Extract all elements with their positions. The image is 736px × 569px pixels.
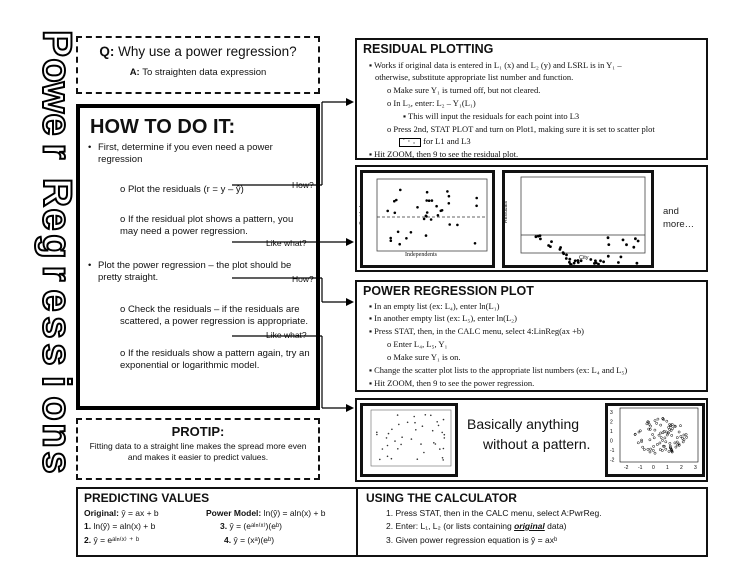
scatter-dot	[535, 235, 538, 238]
protip-body: Fitting data to a straight line makes the spread more even and makes it easier to predict values.	[89, 441, 307, 462]
tag-how-2: How?	[292, 274, 314, 284]
residual-plot-2-svg	[502, 173, 651, 265]
side-title-letter: s	[34, 451, 79, 474]
power-model-line: Power Model: ln(ŷ) = aln(x) + b	[206, 508, 326, 518]
arrow-head-2	[346, 238, 354, 246]
scatter-plot-3	[360, 403, 458, 477]
scatter-dot	[547, 244, 550, 247]
scatter-dot	[436, 421, 438, 423]
scatter-dot	[391, 458, 393, 460]
scatter-dot	[443, 448, 445, 450]
scatter-dot	[426, 211, 429, 214]
scatter-dot	[649, 439, 651, 441]
scatter-dot	[648, 428, 650, 430]
tag-like-2: Like what?	[266, 330, 307, 340]
scatter-dot	[394, 212, 397, 215]
residual-s3: ▪ This will input the residuals for each point into L3	[403, 111, 580, 121]
how-step-1a: o Plot the residuals (r = y – ŷ)	[120, 184, 244, 195]
orig-step-1: 1. ln(ŷ) = aln(x) + b	[84, 521, 156, 531]
scatter-dot	[407, 422, 409, 424]
scatter-dot	[622, 239, 625, 242]
plot4-ytick: -2	[610, 457, 615, 464]
side-title-letter: s	[34, 343, 79, 366]
scatter-dot	[652, 449, 654, 451]
scatter-dot	[620, 256, 623, 259]
calc-step-1: 1. Press STAT, then in the CALC menu, select A:PwrReg.	[386, 508, 602, 518]
scatter-dot	[607, 255, 610, 258]
scatter-dot	[398, 243, 401, 246]
scatter-dot	[431, 199, 434, 202]
scatter-dot	[602, 260, 605, 263]
plot4-ytick: 1	[610, 429, 613, 435]
scatter-dot	[435, 205, 438, 208]
scatter-dot	[637, 240, 640, 243]
scatter-dot	[394, 440, 396, 442]
scatter-dot	[389, 237, 392, 240]
scatter-dot	[414, 422, 416, 424]
scatter-dot	[386, 437, 388, 439]
plot4-xtick: -1	[638, 465, 643, 471]
scatter-dot	[388, 433, 390, 435]
side-title-letter: e	[34, 289, 79, 312]
scatter-dot	[425, 414, 427, 416]
scatter-dot	[416, 206, 419, 209]
side-title-letter: R	[34, 178, 79, 207]
power-b4: ▪ Change the scatter plot lists to the appropriate list numbers (ex: L₄ and L₅)	[369, 365, 628, 375]
calculator-title: USING THE CALCULATOR	[366, 491, 517, 505]
scatter-dot	[654, 452, 656, 454]
plot2-xlabel: City	[579, 255, 589, 261]
scatter-dot	[411, 438, 413, 440]
scatter-dot	[387, 456, 389, 458]
calc-step-3: 3. Given power regression equation is ŷ = axᵇ	[386, 535, 558, 545]
scatter-plot-icon: ⠁⠂⠄	[399, 138, 421, 147]
scatter-dot	[654, 429, 656, 431]
scatter-dot	[650, 448, 652, 450]
scatter-dot	[456, 224, 459, 227]
scatter-dot	[426, 191, 429, 194]
bottom-divider	[356, 489, 358, 555]
scatter-dot	[607, 243, 610, 246]
scatter-dot	[649, 451, 651, 453]
scatter-dot	[376, 434, 378, 436]
scatter-dot	[652, 433, 654, 435]
side-title-letter: n	[34, 423, 79, 448]
scatter-dot	[395, 199, 398, 202]
side-title-letter: r	[34, 143, 79, 160]
plot4-xtick: 3	[694, 465, 697, 471]
scatter-dot	[539, 238, 542, 241]
scatter-dot	[425, 215, 428, 218]
plot1-xlabel: Independents	[405, 252, 437, 258]
scatter-dot	[653, 437, 655, 439]
scatter-dot	[442, 457, 444, 459]
scatter-dot	[679, 425, 681, 427]
protip-title: PROTIP:	[171, 424, 225, 439]
side-title-letter: P	[34, 30, 79, 57]
side-title-letter: w	[34, 81, 79, 114]
scatter-dot	[685, 433, 687, 435]
power-b5: ▪ Hit ZOOM, then 9 to see the power regression.	[369, 378, 535, 388]
scatter-dot	[379, 459, 381, 461]
scatter-dot	[423, 452, 425, 454]
scatter-dot	[589, 258, 592, 261]
scatter-dot	[437, 214, 440, 217]
arrow-head-3	[346, 298, 354, 306]
scatter-dot	[428, 199, 431, 202]
scatter-dot	[671, 434, 673, 436]
plot4-ytick: -1	[610, 448, 615, 454]
scatter-dot	[676, 441, 678, 443]
a-text: To straighten data expression	[142, 67, 267, 78]
scatter-dot	[417, 458, 419, 460]
scatter-dot	[444, 434, 446, 436]
scatter-dot	[420, 443, 422, 445]
scatter-dot	[664, 437, 666, 439]
examples-box-2	[355, 398, 708, 482]
plot4-ytick: 2	[610, 419, 613, 426]
residual-s2: o In L₃, enter: L₂ – Y₁(L₁)	[387, 98, 476, 108]
scatter-dot	[648, 423, 650, 425]
orig-line: Original: ŷ = ax + b	[84, 508, 159, 518]
scatter-dot	[657, 418, 659, 420]
scatter-dot	[399, 189, 402, 192]
bottom-box	[76, 487, 708, 557]
scatter-dot	[441, 432, 443, 434]
scatter-dot	[443, 419, 445, 421]
scatter-plot-4	[605, 403, 705, 477]
plot4-ytick: 3	[610, 410, 613, 416]
plot4-xtick: 2	[680, 465, 683, 471]
scatter-dot	[562, 251, 565, 254]
scatter-dot	[599, 259, 602, 262]
scatter-dot	[661, 449, 663, 451]
power-b2: ▪ In another empty list (ex: L₅), enter ln(L₂)	[369, 313, 517, 323]
scatter-dot	[577, 261, 580, 264]
scatter-dot	[422, 425, 424, 427]
scatter-dot	[448, 223, 451, 226]
scatter-dot	[668, 450, 670, 452]
scatter-dot	[665, 448, 667, 450]
side-title-letter: o	[34, 58, 79, 83]
side-title-letter: o	[34, 396, 79, 421]
scatter-dot	[433, 442, 435, 444]
scatter-dot	[430, 218, 433, 221]
scatter-dot	[400, 444, 402, 446]
tag-how-1: How?	[292, 180, 314, 190]
side-title-letter: i	[34, 375, 79, 388]
q-text: Why use a power regression?	[118, 44, 297, 59]
a-label: A:	[129, 67, 140, 78]
plot4-xtick: 1	[666, 465, 669, 471]
side-title-letter: s	[34, 316, 79, 339]
scatter-dot	[382, 448, 384, 450]
side-title-letter: g	[34, 234, 79, 259]
scatter-dot	[568, 258, 571, 261]
side-title-letter: e	[34, 113, 79, 136]
scatter-dot	[660, 424, 662, 426]
caption-line-2: without a pattern.	[483, 436, 591, 452]
anything-caption	[467, 414, 590, 454]
scatter-dot	[682, 441, 684, 443]
scatter-dot	[661, 439, 663, 441]
power-b1: ▪ In an empty list (ex: L₄), enter ln(L₁)	[369, 301, 500, 311]
scatter-dot	[681, 437, 683, 439]
scatter-dot	[656, 422, 658, 424]
power-s1: o Enter L₄, L₅, Y₁	[387, 339, 448, 349]
scatter-dot	[658, 434, 660, 436]
scatter-dot	[634, 237, 637, 240]
scatter-dot	[643, 448, 645, 450]
scatter-dot	[565, 257, 568, 260]
residual-s4c: ⠁⠂⠄ for L1 and L3	[399, 136, 471, 147]
scatter-dot	[444, 437, 446, 439]
plot4-xtick: 0	[652, 465, 655, 471]
scatter-dot	[425, 199, 428, 202]
scatter-dot	[683, 434, 685, 436]
scatter-dot	[415, 429, 417, 431]
scatter-dot	[647, 448, 649, 450]
scatter-dot	[448, 195, 451, 198]
plot4-ytick: 0	[610, 438, 613, 445]
scatter-dot	[446, 190, 449, 193]
scatter-plot-4-svg	[608, 406, 702, 474]
scatter-dot	[641, 441, 643, 443]
scatter-dot	[391, 429, 393, 431]
scatter-dot	[642, 446, 644, 448]
scatter-dot	[686, 436, 688, 438]
scatter-dot	[666, 420, 668, 422]
residual-s4: o Press 2nd, STAT PLOT and turn on Plot1, making sure it is set to scatter plot	[387, 124, 655, 134]
tag-like-1: Like what?	[266, 238, 307, 248]
scatter-dot	[672, 427, 674, 429]
scatter-dot	[636, 262, 639, 265]
scatter-dot	[438, 425, 440, 427]
power-b3: ▪ Press STAT, then, in the CALC menu, select 4:LinReg(ax +b)	[369, 326, 584, 336]
plot4-xtick: -2	[624, 465, 629, 471]
scatter-dot	[441, 209, 444, 212]
scatter-plot-3-svg	[363, 406, 455, 474]
scatter-dot	[398, 424, 400, 426]
scatter-dot	[607, 236, 610, 239]
scatter-dot	[405, 237, 408, 240]
q-label: Q:	[99, 44, 115, 59]
scatter-dot	[559, 246, 562, 249]
caption-line-1: Basically anything	[467, 416, 580, 432]
scatter-dot	[678, 431, 680, 433]
how-step-1b: o If the residual plot shows a pattern, you may need a power regression.	[120, 214, 294, 237]
scatter-dot	[669, 442, 671, 444]
protip-box	[76, 418, 320, 480]
scatter-dot	[423, 218, 426, 221]
how-step-1: • First, determine if you even need a power regression	[88, 142, 273, 165]
scatter-dot	[539, 234, 542, 237]
scatter-dot	[439, 448, 441, 450]
side-title-letter: r	[34, 265, 79, 282]
scatter-dot	[413, 416, 415, 418]
scatter-dot	[574, 259, 577, 262]
scatter-dot	[430, 415, 432, 417]
how-step-2: • Plot the power regression – the plot should be pretty straight.	[88, 260, 292, 283]
scatter-dot	[432, 430, 434, 432]
scatter-dot	[632, 246, 635, 249]
scatter-dot	[654, 420, 656, 422]
residual-plot-2	[502, 170, 654, 268]
scatter-dot	[568, 261, 571, 264]
residual-plotting-box	[355, 38, 708, 160]
scatter-dot	[625, 243, 628, 246]
scatter-dot	[653, 445, 655, 447]
residual-b1: ▪ Works if original data is entered in L₁ (x) and L₂ (y) and LSRL is in Y₁ –	[369, 60, 622, 70]
power-s2: o Make sure Y₁ is on.	[387, 352, 461, 362]
scatter-dot	[397, 448, 399, 450]
scatter-dot	[656, 443, 658, 445]
how-title: HOW TO DO IT:	[90, 116, 236, 138]
scatter-dot	[397, 231, 400, 234]
scatter-dot	[376, 432, 378, 434]
power-plot-title: POWER REGRESSION PLOT	[363, 284, 534, 298]
side-title-letter: e	[34, 208, 79, 231]
scatter-dot	[660, 432, 662, 434]
predicting-title: PREDICTING VALUES	[84, 491, 210, 505]
calc-step-2: 2. Enter: L₁, L₂ (or lists containing original data)	[386, 521, 567, 531]
scatter-dot	[550, 240, 553, 243]
residual-b2: ▪ Hit ZOOM, then 9 to see the residual plot.	[369, 149, 519, 159]
arrow-head-4	[346, 404, 354, 412]
residual-b1c: otherwise, substitute appropriate list number and function.	[375, 72, 574, 82]
scatter-dot	[665, 441, 667, 443]
scatter-dot	[474, 242, 477, 245]
scatter-dot	[448, 202, 451, 205]
scatter-dot	[675, 446, 677, 448]
and-more-text: and more…	[663, 206, 695, 230]
residual-s1: o Make sure Y₁ is turned off, but not cleared.	[387, 85, 541, 95]
scatter-dot	[387, 445, 389, 447]
scatter-dot	[659, 442, 661, 444]
scatter-dot	[637, 442, 639, 444]
scatter-dot	[442, 459, 444, 461]
scatter-dot	[475, 205, 478, 208]
arrow-head-1	[346, 98, 354, 106]
scatter-dot	[595, 262, 598, 265]
scatter-dot	[390, 239, 393, 242]
power-plot-box	[355, 280, 708, 392]
scatter-dot	[410, 231, 413, 234]
scatter-dot	[397, 414, 399, 416]
power-step-3: 3. ŷ = (eᵃˡⁿ⁽ˣ⁾)(eᵇ)	[220, 521, 282, 531]
orig-step-2: 2. ŷ = eᵃˡⁿ⁽ˣ⁾ ⁺ ᵇ	[84, 535, 140, 545]
scatter-dot	[676, 437, 678, 439]
examples-box-1	[355, 165, 708, 272]
scatter-dot	[674, 442, 676, 444]
plot2-ylabel: Residuals	[502, 201, 509, 223]
how-step-2a: o Check the residuals – if the residuals are scattered, a power regression is appropriate.	[120, 304, 308, 327]
scatter-dot	[680, 435, 682, 437]
scatter-dot	[475, 197, 478, 200]
scatter-dot	[401, 436, 403, 438]
scatter-dot	[668, 426, 670, 428]
scatter-dot	[435, 443, 437, 445]
power-step-4: 4. ŷ = (xᵃ)(eᵇ)	[224, 535, 275, 545]
plot1-ylabel: Residuals	[358, 203, 365, 225]
scatter-dot	[660, 436, 662, 438]
scatter-dot	[425, 234, 428, 237]
scatter-dot	[386, 210, 389, 213]
scatter-dot	[617, 261, 620, 264]
scatter-dot	[565, 254, 568, 257]
residual-title: RESIDUAL PLOTTING	[363, 42, 494, 56]
how-step-2b: o If the residuals show a pattern again, try an exponential or logarithmic model.	[120, 348, 310, 371]
residual-plot-1	[360, 170, 495, 268]
